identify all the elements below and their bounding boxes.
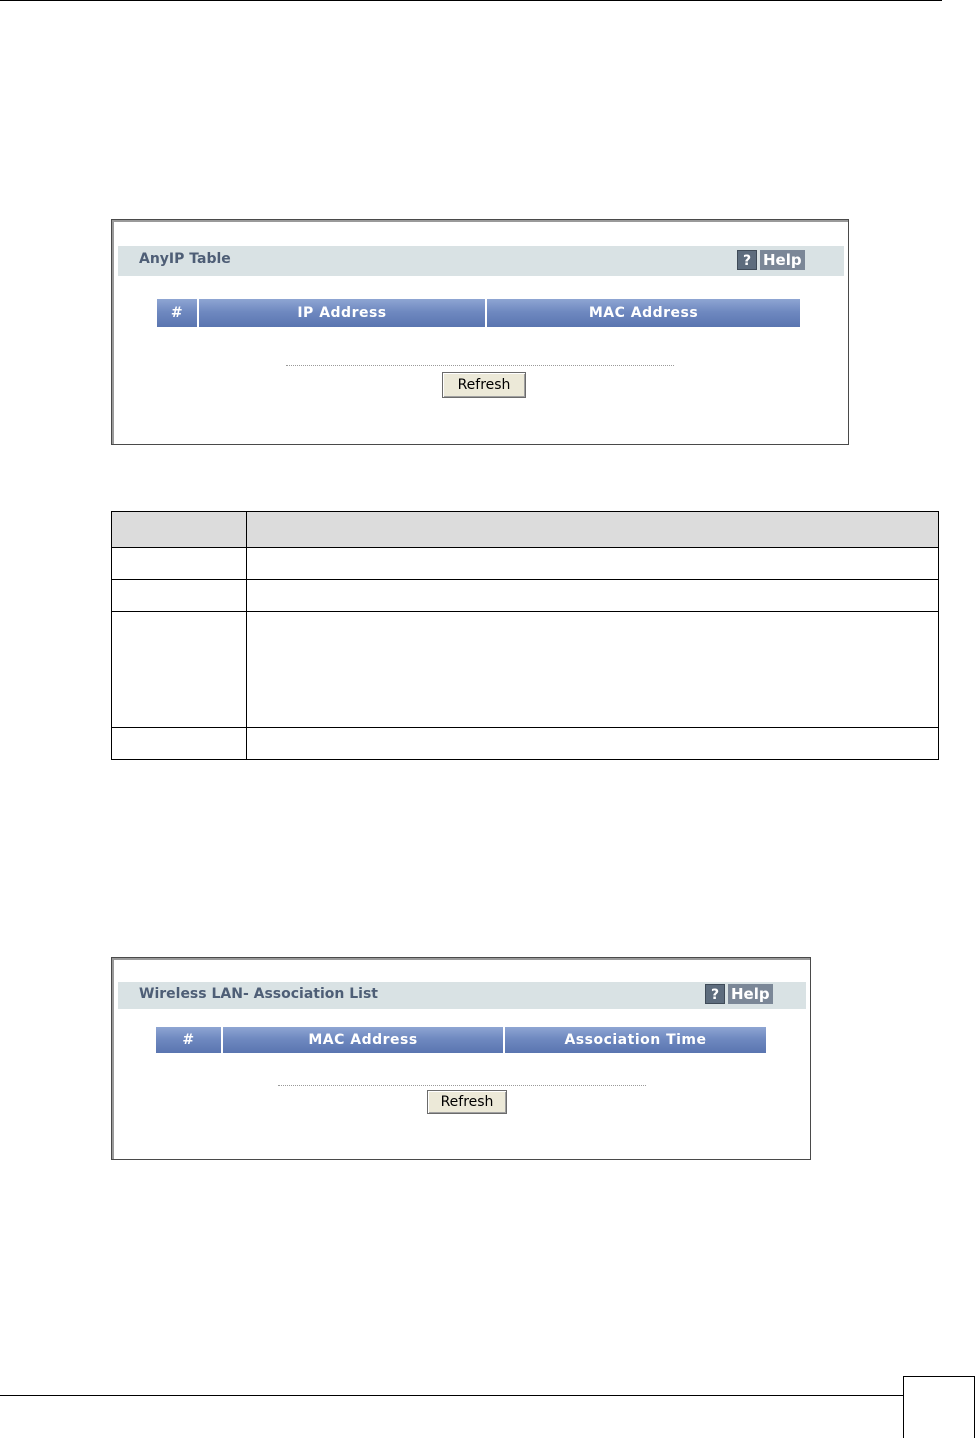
association-help-button[interactable]	[705, 984, 773, 1004]
page-number-box	[903, 1376, 975, 1438]
table-row	[112, 728, 939, 760]
table-cell-description	[247, 580, 939, 612]
table-cell-label	[112, 612, 247, 728]
table-cell-label	[112, 728, 247, 760]
association-divider	[278, 1085, 646, 1086]
help-icon: ?	[737, 250, 757, 270]
table-row	[112, 548, 939, 580]
table-header-cell	[112, 512, 247, 548]
association-table-header	[156, 1027, 766, 1053]
help-label: Help	[728, 984, 773, 1004]
table-row	[112, 580, 939, 612]
association-list-screenshot	[111, 957, 811, 1160]
field-description-table	[111, 511, 939, 760]
anyip-divider	[286, 365, 674, 366]
association-refresh-button[interactable]: Refresh	[427, 1090, 507, 1114]
header-rule	[0, 0, 942, 1]
column-header-ip-address: IP Address	[199, 299, 487, 327]
anyip-refresh-button[interactable]: Refresh	[442, 372, 526, 398]
column-header-number: #	[156, 1027, 223, 1053]
table-cell-label	[112, 548, 247, 580]
column-header-association-time: Association Time	[505, 1027, 766, 1053]
table-cell-description	[247, 728, 939, 760]
association-panel-title: Wireless LAN- Association List	[139, 986, 378, 1002]
table-cell-description	[247, 612, 939, 728]
table-header-cell	[247, 512, 939, 548]
table-header-row	[112, 512, 939, 548]
anyip-help-button[interactable]	[737, 250, 805, 270]
anyip-table-screenshot	[111, 219, 849, 445]
anyip-panel-title: AnyIP Table	[139, 251, 231, 267]
footer-rule	[0, 1395, 903, 1396]
column-header-number: #	[157, 299, 199, 327]
help-icon: ?	[705, 984, 725, 1004]
table-cell-label	[112, 580, 247, 612]
table-cell-description	[247, 548, 939, 580]
anyip-table-header	[157, 299, 800, 327]
table-row	[112, 612, 939, 728]
column-header-mac-address: MAC Address	[487, 299, 800, 327]
column-header-mac-address: MAC Address	[223, 1027, 505, 1053]
help-label: Help	[760, 250, 805, 270]
